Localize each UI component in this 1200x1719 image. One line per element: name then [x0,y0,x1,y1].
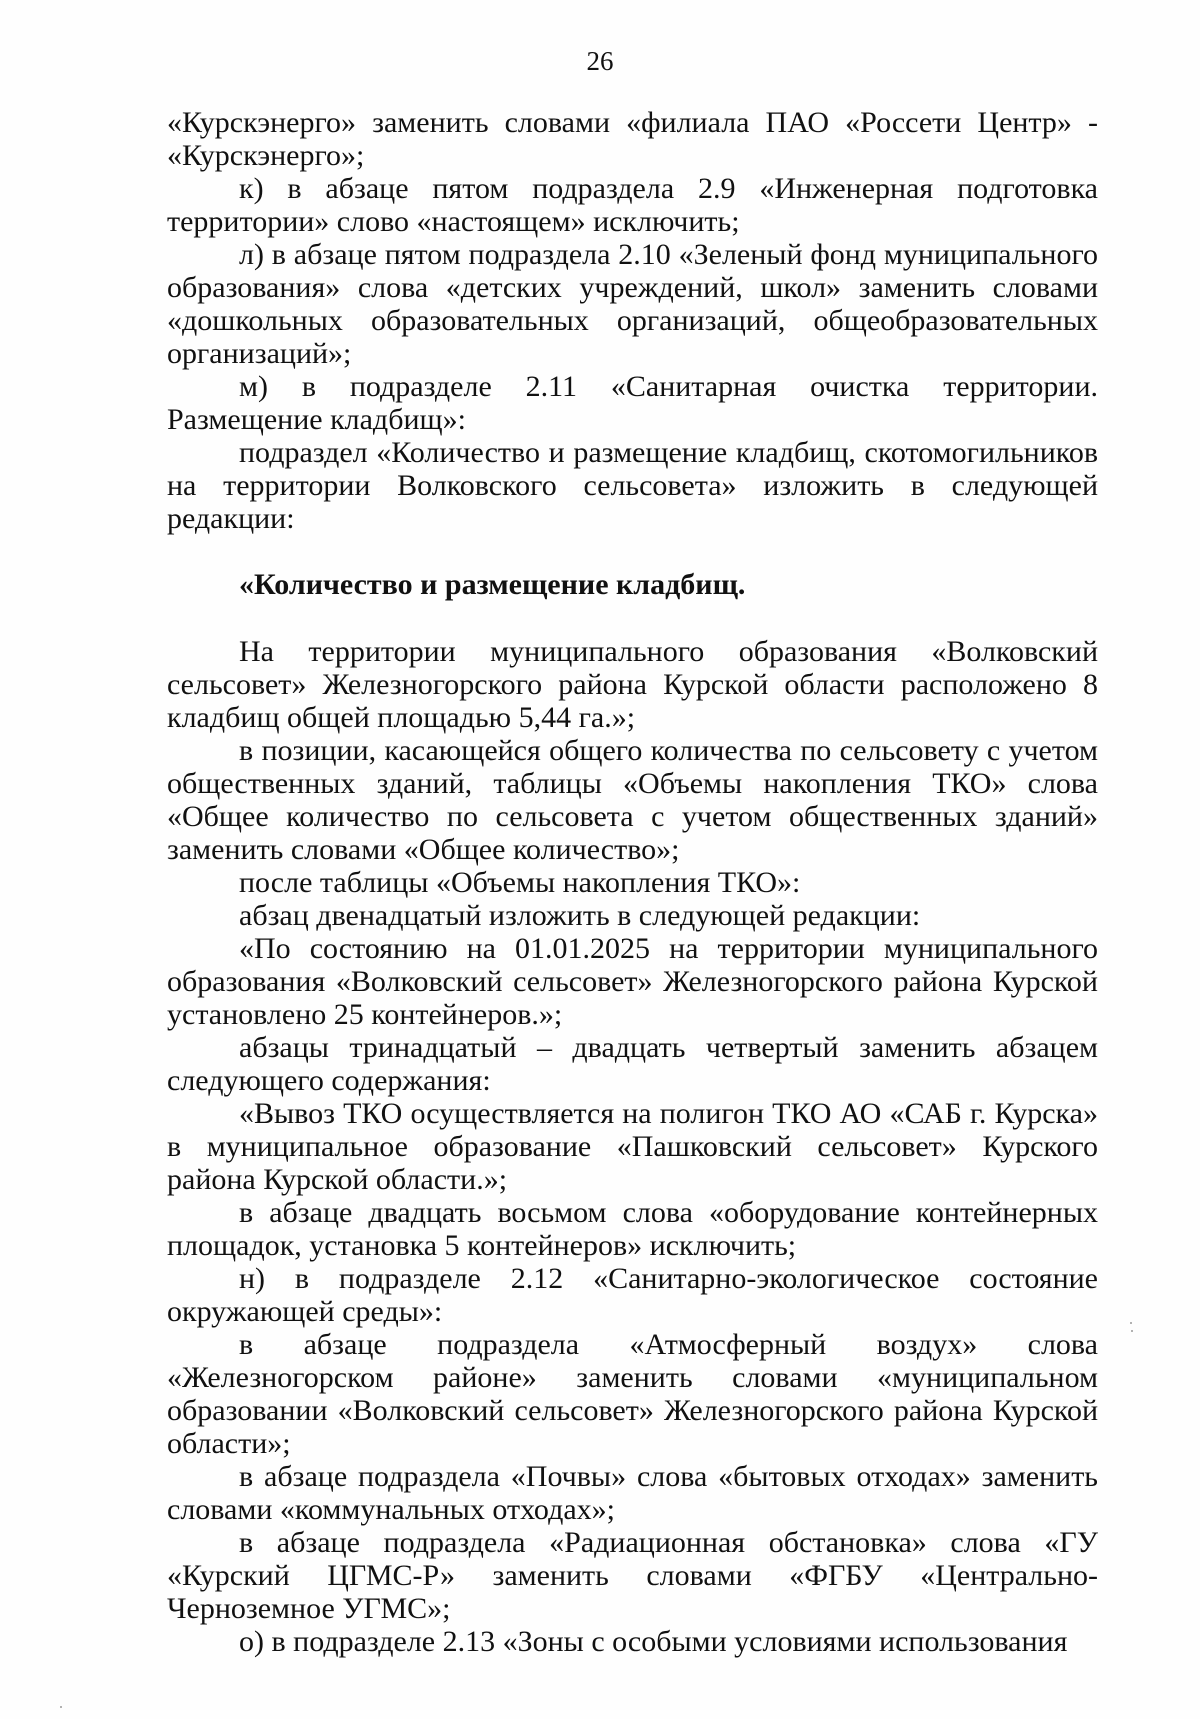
scan-speck [60,1706,62,1708]
scan-speck [1131,1330,1133,1332]
paragraph: «Курскэнерго» заменить словами «филиала ПАО «Россети Центр» - «Курскэнерго»; [167,106,1098,172]
paragraph: к) в абзаце пятом подраздела 2.9 «Инженерная подготовка территории» слово «настоящем» исключить; [167,172,1098,238]
document-body [167,106,1098,1658]
paragraph: «Вывоз ТКО осуществляется на полигон ТКО АО «САБ г. Курска» в муниципальное образование «Пашковский сельсовет» Курского района Курской области.»; [167,1097,1098,1196]
paragraph: в абзаце двадцать восьмом слова «оборудование контейнерных площадок, установка 5 контейнеров» исключить; [167,1196,1098,1262]
paragraph: На территории муниципального образования «Волковский сельсовет» Железногорского района Курской области расположено 8 кладбищ общей площадью 5,44 га.»; [167,635,1098,734]
paragraph: в абзаце подраздела «Атмосферный воздух» слова «Железногорском районе» заменить словами «муниципальном образовании «Волковский сельсовет» Железногорского района Курской области»; [167,1328,1098,1460]
paragraph: н) в подразделе 2.12 «Санитарно-экологическое состояние окружающей среды»: [167,1262,1098,1328]
paragraph: «По состоянию на 01.01.2025 на территории муниципального образования «Волковский сельсовет» Железногорского района Курской установлено 25 контейнеров.»; [167,932,1098,1031]
paragraph: о) в подразделе 2.13 «Зоны с особыми условиями использования [239,1625,1068,1658]
scan-speck [1130,1322,1132,1324]
paragraph: м) в подразделе 2.11 «Санитарная очистка территории. Размещение кладбищ»: [167,370,1098,436]
paragraph: л) в абзаце пятом подраздела 2.10 «Зеленый фонд муниципального образования» слова «детских учреждений, школ» заменить словами «дошкольных образовательных организаций, общеобразовательных организаций»; [167,238,1098,370]
page-number: 26 [586,46,614,76]
paragraph: в абзаце подраздела «Почвы» слова «бытовых отходах» заменить словами «коммунальных отходах»; [167,1460,1098,1526]
paragraph: после таблицы «Объемы накопления ТКО»: [239,866,801,899]
paragraphs-after-heading [167,635,1098,1658]
paragraphs-before-heading [167,106,1098,535]
paragraph: в позиции, касающейся общего количества по сельсовету с учетом общественных зданий, таблицы «Объемы накопления ТКО» слова «Общее количество по сельсовета с учетом общественных зданий» заменить словами «Общее количество»; [167,734,1098,866]
spacer [167,601,1098,635]
section-heading: «Количество и размещение кладбищ. [239,568,746,601]
paragraph: в абзаце подраздела «Радиационная обстановка» слова «ГУ «Курский ЦГМС-Р» заменить словами «ФГБУ «Центрально-Черноземное УГМС»; [167,1526,1098,1625]
spacer [167,535,1098,568]
paragraph: абзац двенадцатый изложить в следующей редакции: [239,899,921,932]
paragraph: абзацы тринадцатый – двадцать четвертый заменить абзацем следующего содержания: [167,1031,1098,1097]
paragraph: подраздел «Количество и размещение кладбищ, скотомогильников на территории Волковского сельсовета» изложить в следующей редакции: [167,436,1098,535]
